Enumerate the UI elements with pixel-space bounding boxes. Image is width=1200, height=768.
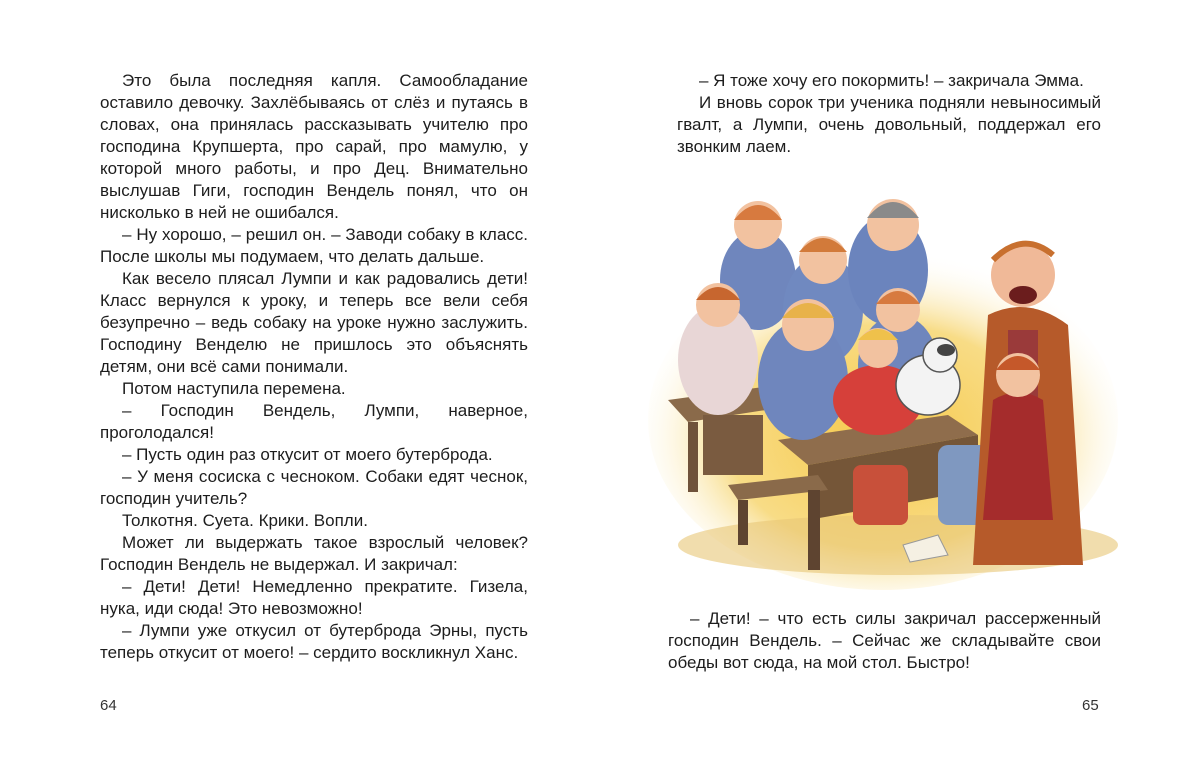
paragraph: И вновь сорок три ученика подняли невыносимый гвалт, а Лумпи, очень довольный, поддержал его звонким лаем. [677,93,1101,156]
paragraph: – Господин Вендель, Лумпи, наверное, проголодался! [100,401,528,442]
paragraph: – Дети! Дети! Немедленно прекратите. Гизела, нука, иди сюда! Это невозможно! [100,577,528,618]
teacher-open-mouth [1009,286,1037,304]
paragraph: – Пусть один раз откусит от моего бутерброда. [122,445,493,464]
paragraph: – Лумпи уже откусил от бутерброда Эрны, пусть теперь откусит от моего! – сердито воскликнул Ханс. [100,621,528,662]
dog-head [923,338,957,372]
child-hair [799,238,847,252]
desk-leg [808,490,820,570]
paragraph: – Я тоже хочу его покормить! – закричала Эмма. [699,71,1084,90]
dog-patch [937,344,955,356]
paragraph: Как весело плясал Лумпи и как радовались дети! Класс вернулся к уроку, и теперь все вели себя безупречно – ведь собаку на уроке нужно заслужить. Господину Венделю не пришлось это объяснять детям, они всё сами понимали. [100,269,528,376]
paragraph: – Ну хорошо, – решил он. – Заводи собаку в класс. После школы мы подумаем, что делать дальше. [100,225,528,266]
paragraph: – Дети! – что есть силы закричал рассерженный господин Вендель. – Сейчас же складывайте свои обеды вот сюда, на мой стол. Быстро! [668,609,1101,672]
right-page-text-top [677,70,1101,158]
classroom-illustration [648,190,1118,590]
girl-red-dress [983,393,1053,521]
page-number-right: 65 [1082,697,1099,714]
child-hair [734,205,782,220]
red-schoolbag [853,465,908,525]
paragraph: Может ли выдержать такое взрослый человек? Господин Вендель не выдержал. И закричал: [100,533,528,574]
page-number-left: 64 [100,697,117,714]
child-hair [867,202,919,218]
paragraph: Толкотня. Суета. Крики. Вопли. [122,511,368,530]
left-page-text [100,70,528,664]
left-desk-side [703,415,763,475]
paragraph: Это была последняя капля. Самообладание оставило девочку. Захлёбываясь от слёз и путаясь в словах, она принялась рассказывать учителю про господина Крупшерта, про сарай, про мамулю, у которой много работы, и про Дец. Внимательно выслушав Гиги, господин Вендель понял, что он нисколько в ней не ошибался. [100,71,528,222]
right-page-text-bottom [668,608,1101,674]
paragraph: – У меня сосиска с чесноком. Собаки едят чеснок, господин учитель? [100,467,528,508]
left-desk-leg [688,422,698,492]
paragraph: Потом наступила перемена. [122,379,346,398]
bench-leg [738,500,748,545]
